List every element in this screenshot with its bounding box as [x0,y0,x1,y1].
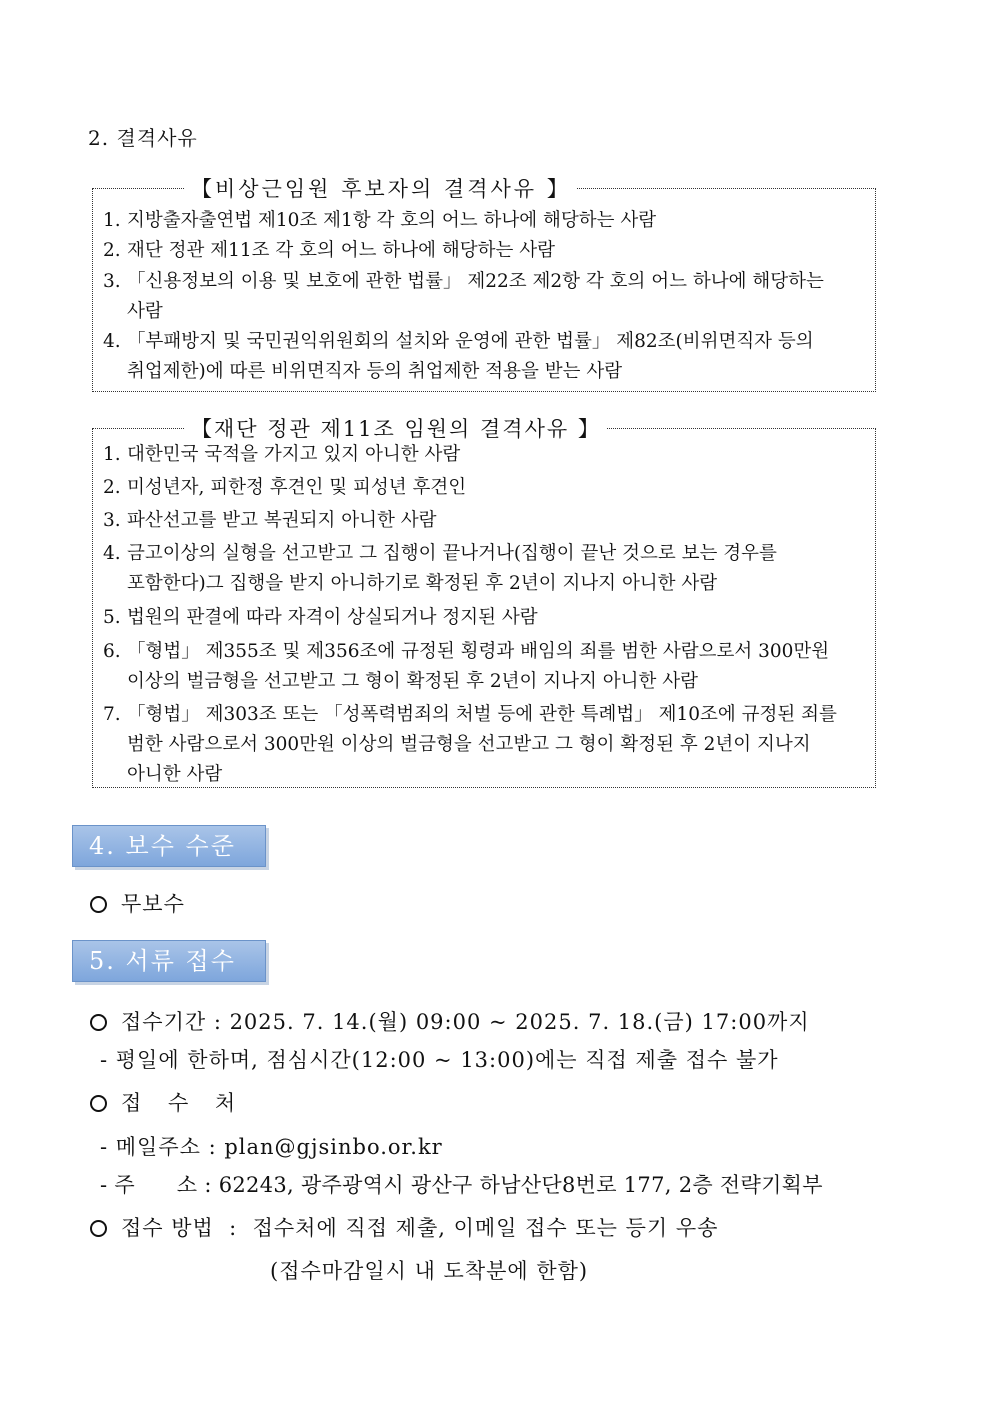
submission-address: - 주 소 : 62243, 광주광역시 광산구 하남산단8번로 177, 2층 전략기획부 [100,1173,823,1197]
submission-period-note: - 평일에 한하며, 점심시간(12:00 ~ 13:00)에는 직접 제출 접수 불가 [100,1048,779,1072]
submission-method-note: (접수마감일시 내 도착분에 한함) [270,1259,589,1283]
list-item: 4. 「부패방지 및 국민권익위원회의 설치와 운영에 관한 법률」 제82조(비위면직자 등의 취업제한)에 따른 비위면직자 등의 취업제한 적용을 받는 사람 [103,331,814,382]
standing-officer-disqualification-box [92,177,876,392]
list-item: 2. 재단 정관 제11조 각 호의 어느 하나에 해당하는 사람 [103,240,556,261]
list-item: 6. 「형법」 제355조 및 제356조에 규정된 횡령과 배임의 죄를 범한 사람으로서 300만원 이상의 벌금형을 선고받고 그 형이 확정된 후 2년이 지나지 아니한 사람 [103,641,830,692]
submission-email: - 메일주소 : plan@gjsinbo.or.kr [100,1135,443,1159]
box-title: 【비상근임원 후보자의 결격사유 】 [185,173,577,203]
box-title: 【재단 정관 제11조 임원의 결격사유 】 [185,413,607,443]
list-item: 2. 미성년자, 피한정 후견인 및 피성년 후견인 [103,477,467,498]
submission-period: 접수기간 : 2025. 7. 14.(월) 09:00 ~ 2025. 7. 18.(금) 17:00까지 [90,1006,810,1036]
circle-bullet-icon [90,1220,107,1237]
circle-bullet-icon [90,1014,107,1031]
list-item: 3. 「신용정보의 이용 및 보호에 관한 법률」 제22조 제2항 각 호의 어느 하나에 해당하는 사람 [103,271,824,322]
circle-bullet-icon [90,1095,107,1112]
list-item: 5. 법원의 판결에 따라 자격이 상실되거나 정지된 사람 [103,607,538,628]
section-tab-submission: 5. 서류 접수 [72,940,266,982]
submission-method: 접수 방법 : 접수처에 직접 제출, 이메일 접수 또는 등기 우송 [90,1212,718,1242]
submission-place: 접 수 처 [90,1087,245,1117]
list-item: 7. 「형법」 제303조 또는 「성폭력범죄의 처벌 등에 관한 특례법」 제10조에 규정된 죄를 범한 사람으로서 300만원 이상의 벌금형을 선고받고 그 형이 확정된 후 2년이 지나지 아니한 사람 [103,704,837,785]
list-item: 1. 대한민국 국적을 가지고 있지 아니한 사람 [103,444,461,465]
compensation-line: 무보수 [90,888,185,918]
list-item: 3. 파산선고를 받고 복권되지 아니한 사람 [103,510,437,531]
circle-bullet-icon [90,896,107,913]
section-tab-compensation: 4. 보수 수준 [72,825,266,867]
list-item: 4. 금고이상의 실형을 선고받고 그 집행이 끝나거나(집행이 끝난 것으로 보는 경우를 포함한다)그 집행을 받지 아니하기로 확정된 후 2년이 지나지 아니한 사람 [103,543,777,594]
list-item: 1. 지방출자출연법 제10조 제1항 각 호의 어느 하나에 해당하는 사람 [103,210,657,231]
articles-officer-disqualification-box [92,417,876,788]
section-heading-disqualification: 2. 결격사유 [88,126,198,150]
